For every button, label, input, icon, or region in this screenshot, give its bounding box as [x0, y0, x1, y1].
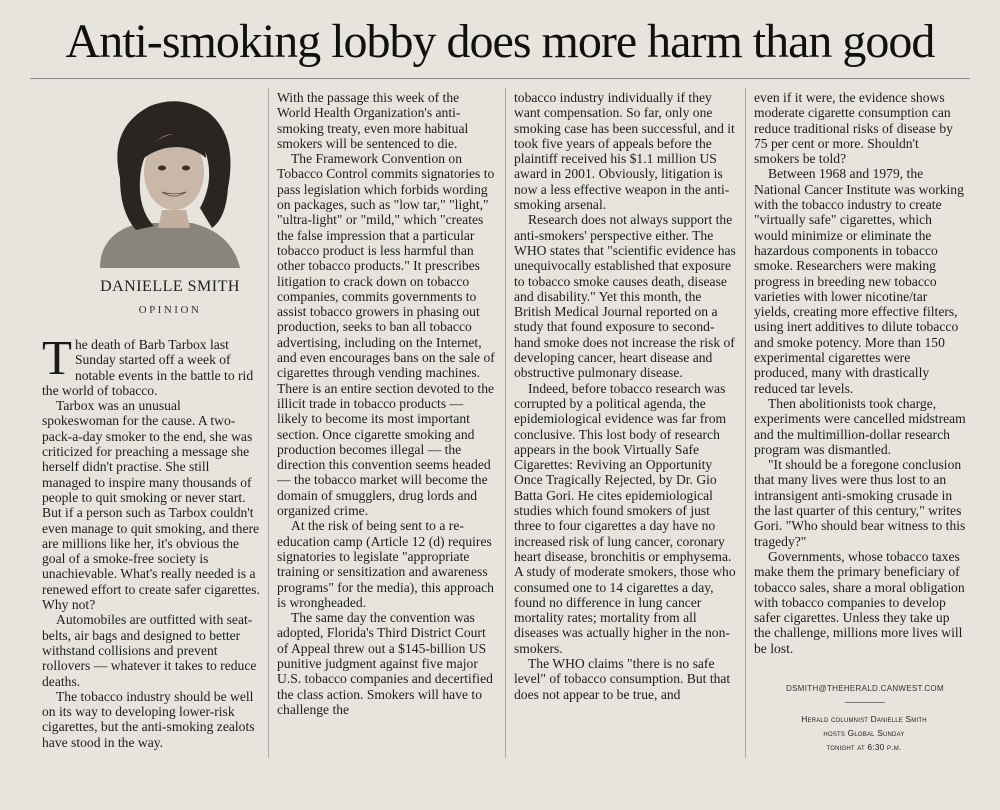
paragraph: even if it were, the evidence shows moderate cigarette consumption can reduce traditional risks of disease by 75 per cent or more. Shouldn't smokers be told?: [754, 90, 953, 167]
paragraph: The Framework Convention on Tobacco Control commits signatories to pass legislation which forbids wording on packages, such as "low tar," "light," "ultra-light" or "mild," which "creates the false impression that a particular tobacco product is less harmful than other tobacco products." It prescribes litigation to crack down on tobacco companies, commits governments to assist tobacco growers in phasing out production, seeks to ban all tobacco advertising, including on the Internet, and even encourages bans on the sale of cigarettes through vending machines. There is an entire section devoted to the illicit trade in tobacco products — likely to become its most important section. Once cigarette smoking and production becomes illegal — the direction this convention seems headed — the tobacco market will become the domain of smugglers, drug lords and organized crime.: [277, 151, 495, 519]
article-column-3: [514, 90, 736, 702]
paragraph: With the passage this week of the World Health Organization's anti-smoking treaty, even more habitual smokers will be sentenced to die.: [277, 90, 469, 151]
bio-line: hosts Global Sunday: [823, 728, 905, 738]
paragraph: The WHO claims "there is no safe level" of tobacco consumption. But that does not appear to be true, and: [514, 655, 731, 702]
headline: Anti-smoking lobby does more harm than good: [65, 15, 935, 68]
headline-rule: [30, 78, 970, 79]
paragraph: Automobiles are outfitted with seat-belts, air bags and designed to better withstand collisions and prevent rollovers — whatever it takes to reduce deaths.: [42, 612, 257, 689]
column-divider: [745, 88, 746, 758]
paragraph: The same day the convention was adopted, Florida's Third District Court of Appeal threw out a $145-billion US punitive judgment against five major U.S. tobacco companies and decertified the class action. Smokers will have to challenge the: [277, 610, 493, 717]
paragraph: Then abolitionists took charge, experiments were cancelled midstream and the multimillion-dollar research program was dismantled.: [754, 395, 966, 457]
article-column-2: [277, 90, 495, 717]
paragraph: The death of Barb Tarbox last Sunday started off a week of notable events in the battle to rid the world of tobacco.: [42, 330, 254, 398]
paragraph: Between 1968 and 1979, the National Cancer Institute was working with the tobacco industry to create "virtually safe" cigarettes, which would minimize or eliminate the hazardous components in tobacco smoke. Researchers were making progress in breeding new tobacco varieties with lower nicotine/tar yields, creating more effective filters, using inert additives to dilute tobacco and smoke potency. More than 150 experimental cigarettes were produced, many with drastically reduced tar levels.: [754, 166, 964, 396]
article-column-4: [754, 90, 966, 656]
paragraph: Indeed, before tobacco research was corrupted by a political agenda, the epidemiological evidence was far from conclusive. This lost body of research appears in the book Virtually Safe Cigarettes: Reviving an Opportunity Once Tragically Rejected, by Dr. Gio Batta Gori. He cites epidemiological studies which found smokers of just three to four cigarettes a day have no increased risk of lung cancer, coronary heart disease, bronchitis or emphysema. A study of moderate smokers, those who consumed one to 14 cigarettes a day, found no difference in lung cancer mortality rates; mortality from all diseases was actually higher in the non-smokers.: [514, 380, 736, 656]
drop-cap: T: [42, 330, 72, 385]
author-bio: [764, 712, 964, 754]
section-label: OPINION: [138, 304, 202, 316]
paragraph: The tobacco industry should be well on its way to developing lower-risk cigarettes, but the anti-smoking zealots have stood in the way.: [42, 688, 255, 750]
bio-line: tonight at 6:30 p.m.: [826, 742, 902, 752]
bio-rule: [845, 702, 885, 703]
paragraph: Tarbox was an unusual spokeswoman for the cause. A two-pack-a-day smoker to the end, she was criticized for preaching a message she herself didn't practise. She still managed to inspire many thousands of people to quit smoking or never start. But if a person such as Tarbox couldn't even manage to quit smoking, and there are millions like her, it's obvious the goal of a smoke-free society is unachievable. What's really needed is a renewed effort to create safer cigarettes. Why not?: [42, 398, 260, 613]
paragraph: Research does not always support the anti-smokers' perspective either. The WHO states that "scientific evidence has unequivocally established that exposure to tobacco smoke causes death, disease and disability." Yet this month, the British Medical Journal reported on a study that found exposure to second-hand smoke does not increase the risk of developing cancer, heart disease and obstructive pulmonary disease.: [514, 212, 736, 381]
paragraph: tobacco industry individually if they want compensation. So far, only one smoking case has been successful, and it took five years of appeals before the plaintiff received his $1.1 million US award in 2001. Obviously, litigation is now a less effective weapon in the anti-smoking arsenal.: [514, 90, 735, 213]
author-email: DSMITH@THEHERALD.CANWEST.COM: [786, 684, 944, 693]
bio-line: Herald columnist Danielle Smith: [801, 714, 927, 724]
paragraph: "It should be a foregone conclusion that many lives were thus lost to an intransigent anti-smoking crusade in the last quarter of this century," writes Gori. "Who should bear witness to this tragedy?": [754, 457, 966, 549]
column-divider: [268, 88, 269, 758]
paragraph: Governments, whose tobacco taxes make them the primary beneficiary of tobacco sales, share a moral obligation with tobacco companies to develop safer cigarettes. Unless they take up the challenge, millions more lives will be lost.: [754, 548, 965, 656]
author-name: DANIELLE SMITH: [100, 278, 240, 295]
author-photo: [80, 88, 252, 268]
column-divider: [505, 88, 506, 758]
paragraph: At the risk of being sent to a re-education camp (Article 12 (d) requires signatories to legislate "appropriate training or sensitization and awareness programs" for the media), this approach is wrongheaded.: [277, 518, 494, 610]
article-column-1: [42, 330, 260, 750]
